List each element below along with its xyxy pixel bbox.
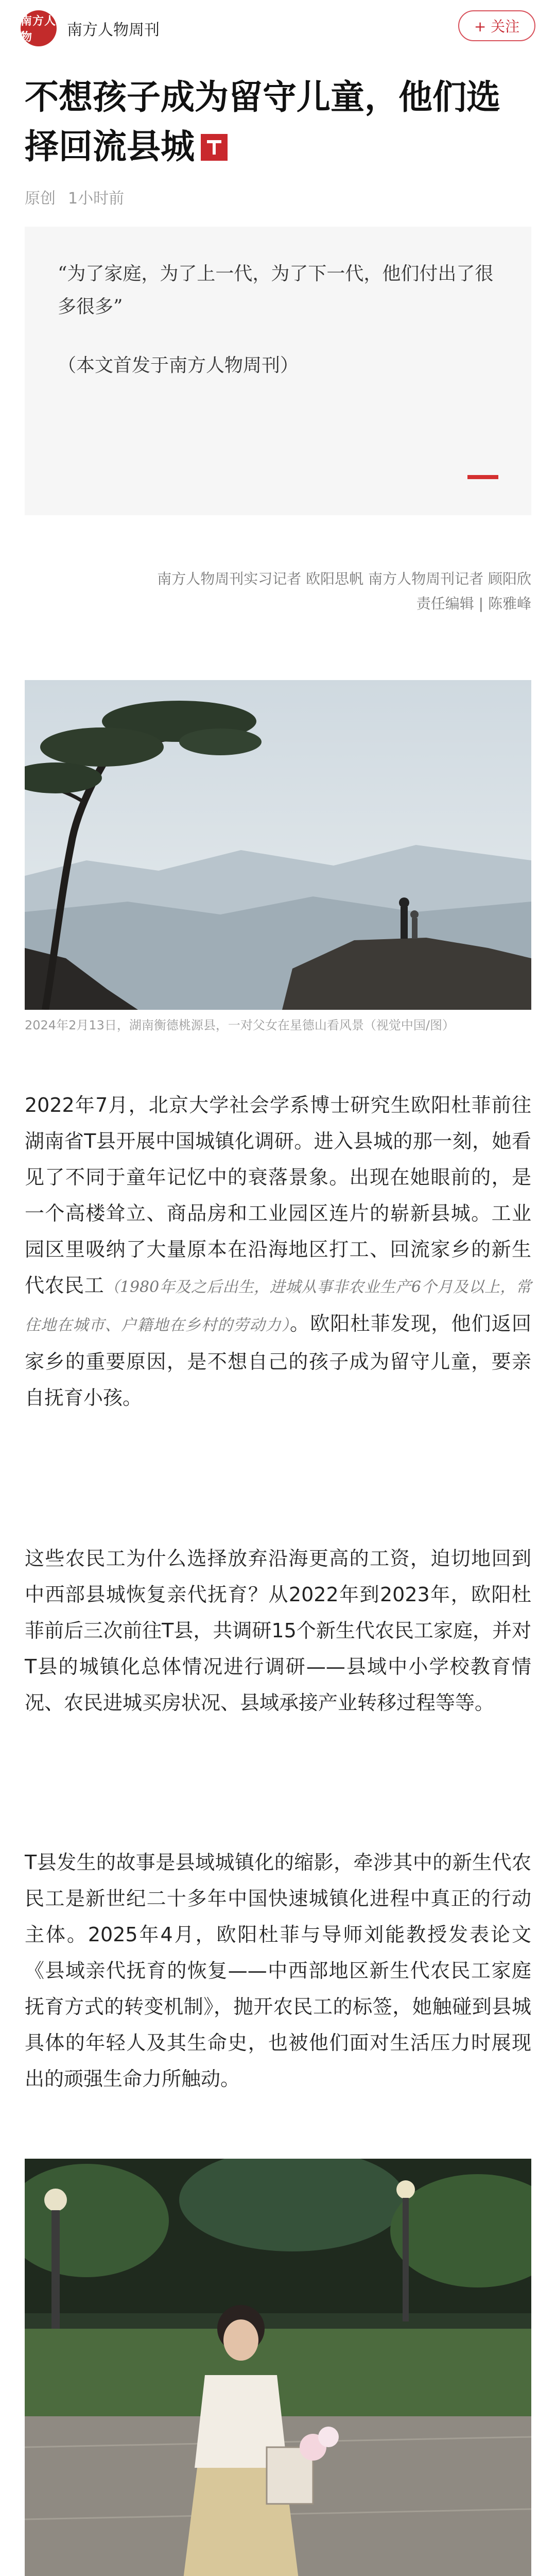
photo-portrait[interactable] bbox=[25, 2159, 531, 2576]
lead-quote-box bbox=[25, 227, 531, 515]
article-meta bbox=[25, 185, 136, 208]
avatar-logo-text: 南方人物 bbox=[21, 14, 57, 44]
article-credits bbox=[58, 567, 531, 616]
first-published-note: （本文首发于南方人物周刊） bbox=[58, 355, 299, 376]
paragraph-1-note: （1980年及之后出生，进城从事非农业生产6个月及以上，常住地在城市、户籍地在乡村的劳动力） bbox=[25, 1278, 531, 1334]
account-bar bbox=[0, 0, 556, 57]
paragraph-1-text-b: 。欧阳杜菲发现，他们返回家乡的重要原因，是不想自己的孩子成为留守儿童，要亲自抚育小孩。 bbox=[25, 1312, 531, 1409]
article-title bbox=[25, 72, 519, 171]
photo-mountain-view[interactable] bbox=[25, 680, 531, 1010]
paragraph-3: T县发生的故事是县域城镇化的缩影，牵涉其中的新生代农民工是新世纪二十多年中国快速城镇化进程中真正的行动主体。2025年4月，欧阳杜菲与导师刘能教授发表论文《县域亲代抚育的恢复——中西部地区新生代农民工家庭抚育方式的转变机制》，抛开农民工的标签，她触碰到县城具体的年轻人及其生命史，也被他们面对生活压力时展现出的顽强生命力所触动。 bbox=[25, 1851, 531, 2090]
portrait-photo-illustration bbox=[25, 2159, 531, 2576]
follow-button[interactable]: + 关注 bbox=[458, 10, 535, 41]
paragraph-1 bbox=[25, 1087, 531, 1416]
paragraph-1-text-a: 2022年7月，北京大学社会学系博士研究生欧阳杜菲前往湖南省T县开展中国城镇化调研。进入县城的那一刻，她看见了不同于童年记忆中的衰落景象。出现在她眼前的，是一个高楼耸立、商品房和工业园区连片的崭新县城。工业园区里吸纳了大量原本在沿海地区打工、回流家乡的新生代农民工 bbox=[25, 1094, 531, 1297]
account-avatar[interactable] bbox=[21, 10, 57, 46]
account-name[interactable]: 南方人物周刊 bbox=[67, 21, 160, 39]
publish-time: 1小时前 bbox=[68, 190, 125, 208]
author-credit: 南方人物周刊实习记者 欧阳思帆 南方人物周刊记者 顾阳欣 bbox=[157, 570, 531, 587]
red-seal-icon bbox=[201, 134, 228, 161]
editor-credit: 责任编辑 | 陈雅峰 bbox=[416, 595, 531, 612]
mountain-photo-illustration bbox=[25, 680, 531, 1010]
original-tag: 原创 bbox=[25, 190, 56, 208]
quote-accent-bar bbox=[467, 475, 498, 479]
lead-quote: “为了家庭，为了上一代，为了下一代，他们付出了很多很多” bbox=[58, 263, 494, 317]
paragraph-2: 这些农民工为什么选择放弃沿海更高的工资，迫切地回到中西部县城恢复亲代抚育？从2022年到2023年，欧阳杜菲前后三次前往T县，共调研15个新生代农民工家庭，并对T县的城镇化总体情况进行调研——县域中小学校教育情况、农民进城买房状况、县域承接产业转移过程等等。 bbox=[25, 1547, 531, 1714]
article-title-text: 不想孩子成为留守儿童，他们选择回流县城 bbox=[25, 77, 500, 166]
photo-caption: 2024年2月13日，湖南衡德桃源县，一对父女在星德山看风景（视觉中国/图） bbox=[25, 1018, 455, 1032]
